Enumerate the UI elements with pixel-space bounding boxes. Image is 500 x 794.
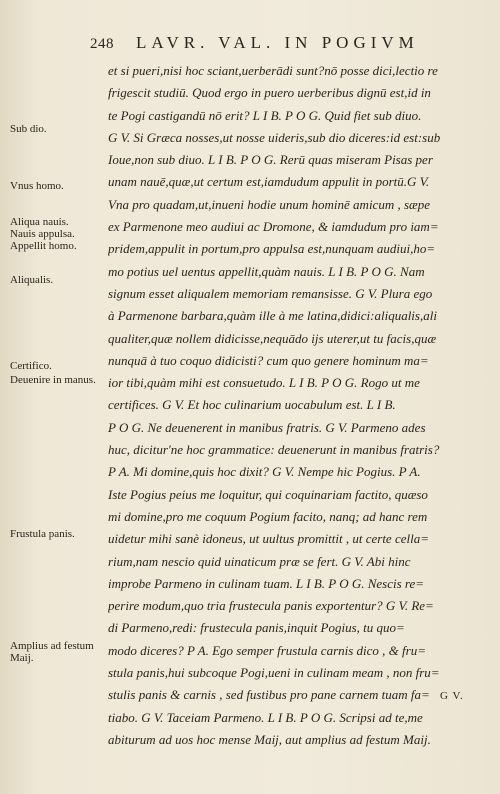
catchword: G V. [440, 690, 464, 702]
text-line: Ioue,non sub diuo. L I B. P O G. Rerū quas miseram Pisas per [108, 152, 433, 168]
text-line: te Pogi castigandū nō erit? L I B. P O G. Quid fiet sub diuo. [108, 107, 422, 123]
text-line: pridem,appulit in portum,pro appulsa est,nunquam audiui,ho= [108, 241, 436, 257]
text-line: Iste Pogius peius me loquitur, qui coquinariam factito, quæso [108, 486, 428, 502]
text-line: ior tibi,quàm mihi est consuetudo. L I B. P O G. Rogo ut me [108, 375, 420, 391]
text-line: modo diceres? P A. Ego semper frustula carnis dico , & fru= [108, 642, 426, 658]
text-line: mo potius uel uentus appellit,quàm nauis. L I B. P O G. Nam [108, 263, 425, 279]
text-line: uidetur mihi sanè idoneus, ut uultus promittit , ut certe cella= [108, 531, 429, 547]
text-line: stula panis,hui subcoque Pogi,ueni in culinam meam , non fru= [108, 665, 440, 681]
text-line: stulis panis & carnis , sed fustibus pro pane carnem tuam fa= [108, 687, 430, 703]
text-line: unam nauē,quæ,ut certum est,iamdudum appulit in portū.G V. [108, 174, 430, 190]
text-line: nunquā à tuo coquo didicisti? cum quo genere hominum ma= [108, 352, 429, 368]
text-line: mi domine,pro me coquum Pogium facito, nanq; ad hanc rem [108, 508, 428, 524]
running-header: LAVR. VAL. IN POGIVM [136, 33, 419, 52]
page-number: 248 [90, 36, 114, 52]
text-line: Vna pro quadam,ut,inueni hodie unum hominē amicum , sæpe [108, 196, 430, 212]
text-line: rium,nam nescio quid uinaticum præ se fert. G V. Abi hinc [108, 553, 411, 569]
marginal-note: Frustula panis. [10, 528, 75, 540]
main-text [108, 60, 478, 751]
text-line: signum esset aliqualem memoriam remansisse. G V. Plura ego [108, 285, 433, 301]
text-line: improbe Parmeno in culinam tuam. L I B. P O G. Nescis re= [108, 575, 425, 591]
marginal-note: Vnus homo. [10, 180, 64, 192]
marginal-note: Certifico. [10, 360, 52, 372]
text-line: G V. Si Græca nosses,ut nosse uideris,sub dio diceres:id est:sub [108, 129, 441, 145]
marginal-note: Sub dio. [10, 123, 47, 135]
text-line: abiturum ad uos hoc mense Maij, aut amplius ad festum Maij. [108, 731, 431, 747]
marginal-note: Aliqua nauis. [10, 216, 69, 228]
text-line: et si pueri,nisi hoc sciant,uerberādi sunt?nō posse dici,lectio re [108, 63, 438, 78]
text-line: P O G. Ne deuenerent in manibus fratris. G V. Parmeno ades [108, 419, 426, 435]
marginal-note: Aliqualis. [10, 274, 54, 286]
text-line: frigescit studiū. Quod ergo in puero uerberibus dignū est,id in [108, 85, 431, 101]
text-line: perire modum,quo tria frustecula panis exportentur? G V. Re= [108, 598, 434, 614]
text-line: tiabo. G V. Taceiam Parmeno. L I B. P O G. Scripsi ad te,me [108, 709, 423, 725]
text-line: certifices. G V. Et hoc culinarium uocabulum est. L I B. [108, 397, 396, 413]
text-line: à Parmenone barbara,quàm ille à me latina,didici:aliqualis,ali [108, 308, 437, 324]
marginal-note: Deuenire in manus. [10, 374, 96, 386]
text-line: P A. Mi domine,quis hoc dixit? G V. Nempe hic Pogius. P A. [108, 464, 421, 480]
text-line: di Parmeno,redi: frustecula panis,inquit Pogius, tu quo= [108, 620, 405, 636]
marginal-note: Nauis appulsa. [10, 228, 75, 240]
marginal-note: Amplius ad festum Maij. [10, 640, 94, 664]
text-line: ex Parmenone meo audiui ac Dromone, & iamdudum pro iam= [108, 219, 439, 235]
text-line: qualiter,quæ nollem didicisse,nequādo ijs uterer,ut tu facis,quæ [108, 330, 437, 346]
text-line: huc, dicitur'ne hoc grammatice: deuenerunt in manibus fratris? [108, 442, 440, 458]
marginal-note: Appellit homo. [10, 240, 77, 252]
